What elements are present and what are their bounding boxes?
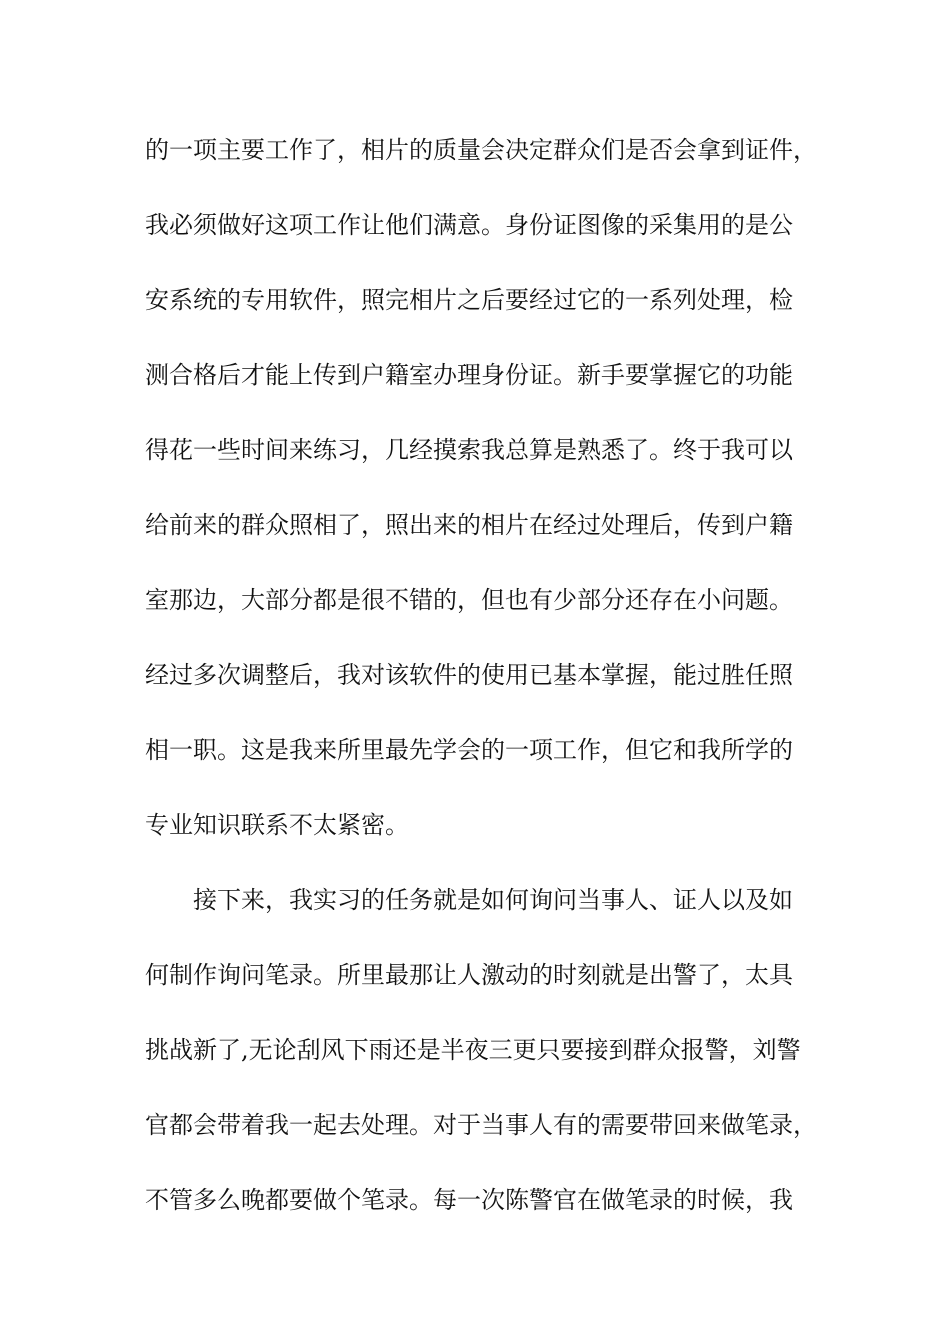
text-line: 安系统的专用软件，照完相片之后要经过它的一系列处理，检 (145, 286, 793, 314)
text-line: 给前来的群众照相了，照出来的相片在经过处理后，传到户籍 (145, 511, 793, 539)
body-text (145, 128, 825, 1253)
text-line: 官都会带着我一起去处理。对于当事人有的需要带回来做笔录， (145, 1111, 817, 1139)
text-line: 相一职。这是我来所里最先学会的一项工作，但它和我所学的 (145, 736, 793, 764)
text-line: 的一项主要工作了，相片的质量会决定群众们是否会拿到证件， (145, 136, 817, 164)
text-line: 不管多么晚都要做个笔录。每一次陈警官在做笔录的时候，我 (145, 1186, 793, 1214)
paragraph-start-line: 接下来，我实习的任务就是如何询问当事人、证人以及如 (193, 886, 793, 914)
text-line: 测合格后才能上传到户籍室办理身份证。新手要掌握它的功能 (145, 361, 793, 389)
text-line: 我必须做好这项工作让他们满意。身份证图像的采集用的是公 (145, 211, 793, 239)
text-line: 挑战新了,无论刮风下雨还是半夜三更只要接到群众报警，刘警 (145, 1036, 801, 1064)
text-line: 专业知识联系不太紧密。 (145, 811, 409, 839)
text-line: 室那边，大部分都是很不错的，但也有少部分还存在小问题。 (145, 586, 793, 614)
text-line: 何制作询问笔录。所里最那让人激动的时刻就是出警了，太具 (145, 961, 793, 989)
text-line: 经过多次调整后，我对该软件的使用已基本掌握，能过胜任照 (145, 661, 793, 689)
text-line: 得花一些时间来练习，几经摸索我总算是熟悉了。终于我可以 (145, 436, 793, 464)
